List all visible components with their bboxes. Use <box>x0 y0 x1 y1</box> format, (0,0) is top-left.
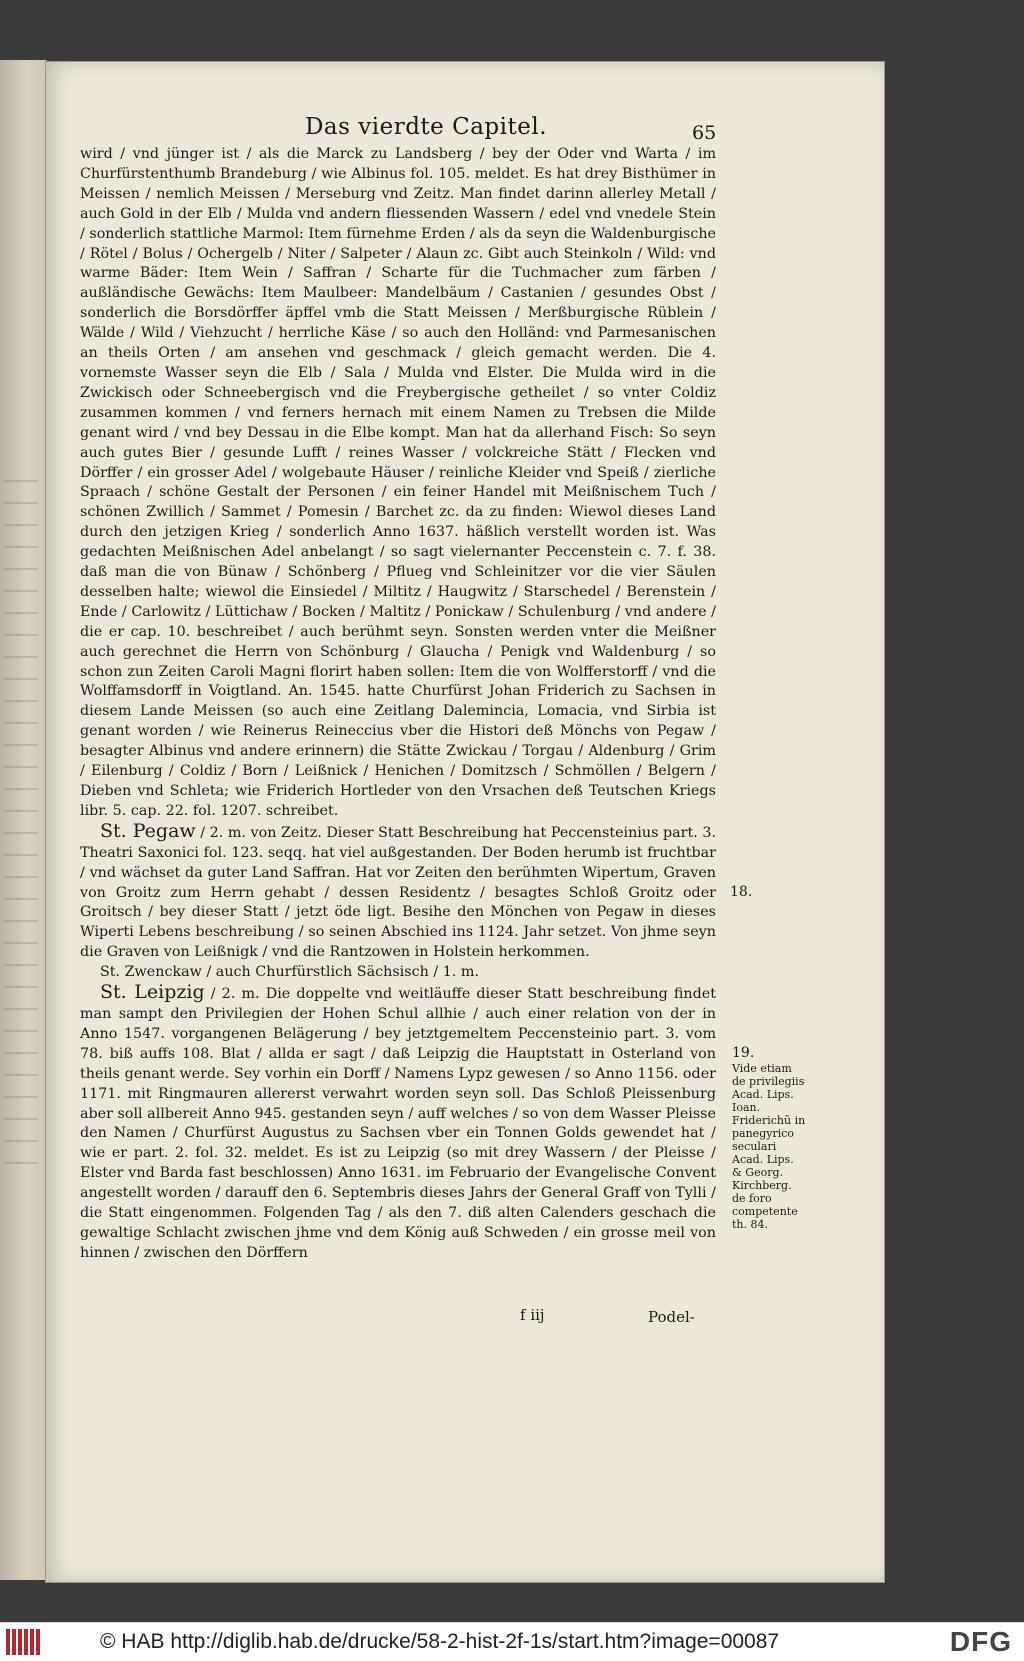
left-page-faint-text <box>4 480 38 1180</box>
leipzig-text: / 2. m. Die doppelte vnd weitläuffe dieser Statt beschreibung findet man sampt den Privilegien der Hohen Schul allhie / auch einer relation von der in Anno 1547. vorgangenen Belägerung / bey jetztgemeltem Peccensteinio part. 3. vom 78. biß auffs 108. Blat / allda er sagt / daß Leipzig die Hauptstatt in Osterland von theils genant werde. Sey vorhin ein Dorff / Namens Lypz gewesen / so Anno 1156. oder 1171. mit Ringmauren allererst verwahrt worden seyn soll. Das Schloß Pleissenburg aber soll allbereit Anno 945. gestanden seyn / auff welches / so von dem Wasser Pleisse den Namen / Churfürst Augustus zu Sachsen vber ein Tonnen Golds gewendet hat / wie er part. 2. fol. 32. meldet. Es ist zu Leipzig (so mit drey Wassern / der Pleisse / Elster vnd Barda fast beschlossen) Anno 1631. im Februario der Evangelische Convent angestellt worden / darauff den 6. Septembris dieses Jahrs der General Graff von Tylli / die Statt eingenommen. Folgenden Tag / als den 7. diß alten Calenders geschach die gewaltige Schlacht zwischen jhme vnd dem König auß Schweden / ein grosse meil von hinnen / zwischen den Dörffern <box>80 986 716 1261</box>
footer-bar <box>0 1622 1024 1661</box>
main-text-block <box>80 145 716 1264</box>
side-note-19 <box>732 1047 806 1231</box>
zwenckaw-paragraph: St. Zwenckaw / auch Churfürstlich Sächsisch / 1. m. <box>100 964 479 981</box>
main-paragraph: wird / vnd jünger ist / als die Marck zu Landsberg / bey der Oder vnd Warta / im Churfürstenthumb Brandeburg / wie Albinus fol. 105. meldet. Es hat drey Bisthümer in Meissen / nemlich Meissen / Merseburg vnd Zeitz. Man findet darinn allerley Metall / auch Gold in der Elb / Mulda vnd andern fliessenden Wassern / edel vnd vnedele Stein / sonderlich stattliche Marmol: Item fürnehme Erden / als da seyn die Waldenburgische / Rötel / Bolus / Ochergelb / Niter / Salpeter / Alaun zc. Gibt auch Steinkoln / Wild: vnd warme Bäder: Item Wein / Saffran / Scharte für die Tuchmacher zum färben / außländische Gewächs: Item Maulbeer: Mandelbäum / Castanien / gesundes Obst / sonderlich die Borsdörffer äpffel vmb die Statt Meissen / Merßburgische Rüblein / Wälde / Wild / Viehzucht / herrliche Käse / so auch den Holländ: vnd Parmesanischen an theils Orten / am ansehen vnd geschmack / gleich gemacht werden. Die 4. vornemste Wasser seyn die Elb / Sala / Mulda vnd Elster. Die Mulda wird in die Zwickisch oder Schneebergisch vnd die Freybergische getheilet / so vnter Coldiz zusammen kommen / vnd ferners hernach mit einem Namen zu Trebsen die Milde genant wird / vnd bey Dessau in die Elbe kompt. Man hat da allerhand Fisch: So seyn auch gutes Bier / gesunde Lufft / reines Wasser / volckreiche Stätt / Flecken vnd Dörffer / ein grosser Adel / wolgebaute Häuser / reinliche Kleider vnd Speiß / zierliche Spraach / schöne Gestalt der Personen / ein feiner Handel mit Meißnischem Tuch / schönen Zwillich / Sammet / Pomesin / Barchet zc. da zu finden: Wiewol dieses Land durch den jetzigen Krieg / sonderlich Anno 1637. häßlich verstellt worden ist. Was gedachten Meißnischen Adel anbelangt / so sagt vielernanter Peccenstein c. 7. f. 38. daß man die von Bünaw / Schönberg / Pflueg vnd Schleinitzer vor die vier Säulen desselben halte; wiewol die Einsiedel / Miltitz / Haugwitz / Starschedel / Berenstein / Ende / Carlowitz / Lüttichaw / Bocken / Maltitz / Ponickaw / Schulenburg / vnd andere / die er cap. 10. beschreibet / auch berühmt seyn. Sonsten werden vnter die Meißner auch gerechnet die Herrn von Schönburg / Glaucha / Penigk vnd Waldenburg / so schon zun Zeiten Caroli Magni florirt haben sollen: Item die von Wolfferstorff / vnd die Wolffamsdorff in Voigtland. An. 1545. hatte Churfürst Johan Friderich zu Sachsen in diesem Lande Meissen (so auch eine Zeitlang Dalemincia, Lomacia, vnd Sirbia ist genant worden / wie Reinerus Reineccius vber die Histori deß Mönchs von Pegaw / besagter Albinus vnd andere erinnern) die Stätte Zwickau / Torgau / Aldenburg / Grim / Eilenburg / Coldiz / Born / Leißnick / Henichen / Domitzsch / Schmöllen / Belgern / Dieben vnd Schleta; wie Friderich Hortleder von den Vrsachen deß Teutschen Kriegs libr. 5. cap. 22. fol. 1207. schreibet. <box>80 146 717 819</box>
side-note-19-text: Vide etiam de privilegiis Acad. Lips. Ioan. Friderichũ in panegyrico seculari Acad. Lips. & Georg. Kirchberg. de foro competente th. 84. <box>732 1062 806 1231</box>
side-note-19-number: 19. <box>732 1045 755 1061</box>
pegaw-paragraph <box>80 819 717 963</box>
left-page-edge <box>0 60 47 1580</box>
leipzig-paragraph <box>80 983 716 1264</box>
footer-url-text[interactable]: © HAB http://diglib.hab.de/drucke/58-2-hist-2f-1s/start.htm?image=00087 <box>100 1630 780 1653</box>
pegaw-text: / 2. m. von Zeitz. Dieser Statt Beschreibung hat Peccensteinius part. 3. Theatri Saxonici fol. 123. seqq. hat viel außgestanden. Der Boden herumb ist fruchtbar / vnd wächset da guter Land Saffran. Hat vor Zeiten den berühmten Wipertum, Graven von Groitz zum Herrn gehabt / dessen Residentz / besagtes Schloß Groitz oder Groitsch / bey dieser Statt / jetzt öde ligt. Besihe den Mönchen von Pegaw in dieses Wiperti Lebens beschreibung / so seinen Abschied ins 1124. Jahr setzet. Von jhme seyn die Graven von Leißnigk / vnd die Rantzowen in Holstein herkommen. <box>80 824 717 961</box>
running-head: Das vierdte Capitel. <box>304 114 548 140</box>
catchword: Podel- <box>648 1308 695 1326</box>
signature-mark: f iij <box>520 1306 545 1324</box>
page-number: 65 <box>692 122 717 144</box>
dfg-logo: DFG <box>949 1626 1012 1657</box>
hab-barcode-logo-icon <box>6 1629 46 1655</box>
side-note-18: 18. <box>730 884 753 900</box>
leipzig-heading: St. Leipzig <box>100 981 205 1004</box>
pegaw-heading: St. Pegaw <box>100 819 196 842</box>
